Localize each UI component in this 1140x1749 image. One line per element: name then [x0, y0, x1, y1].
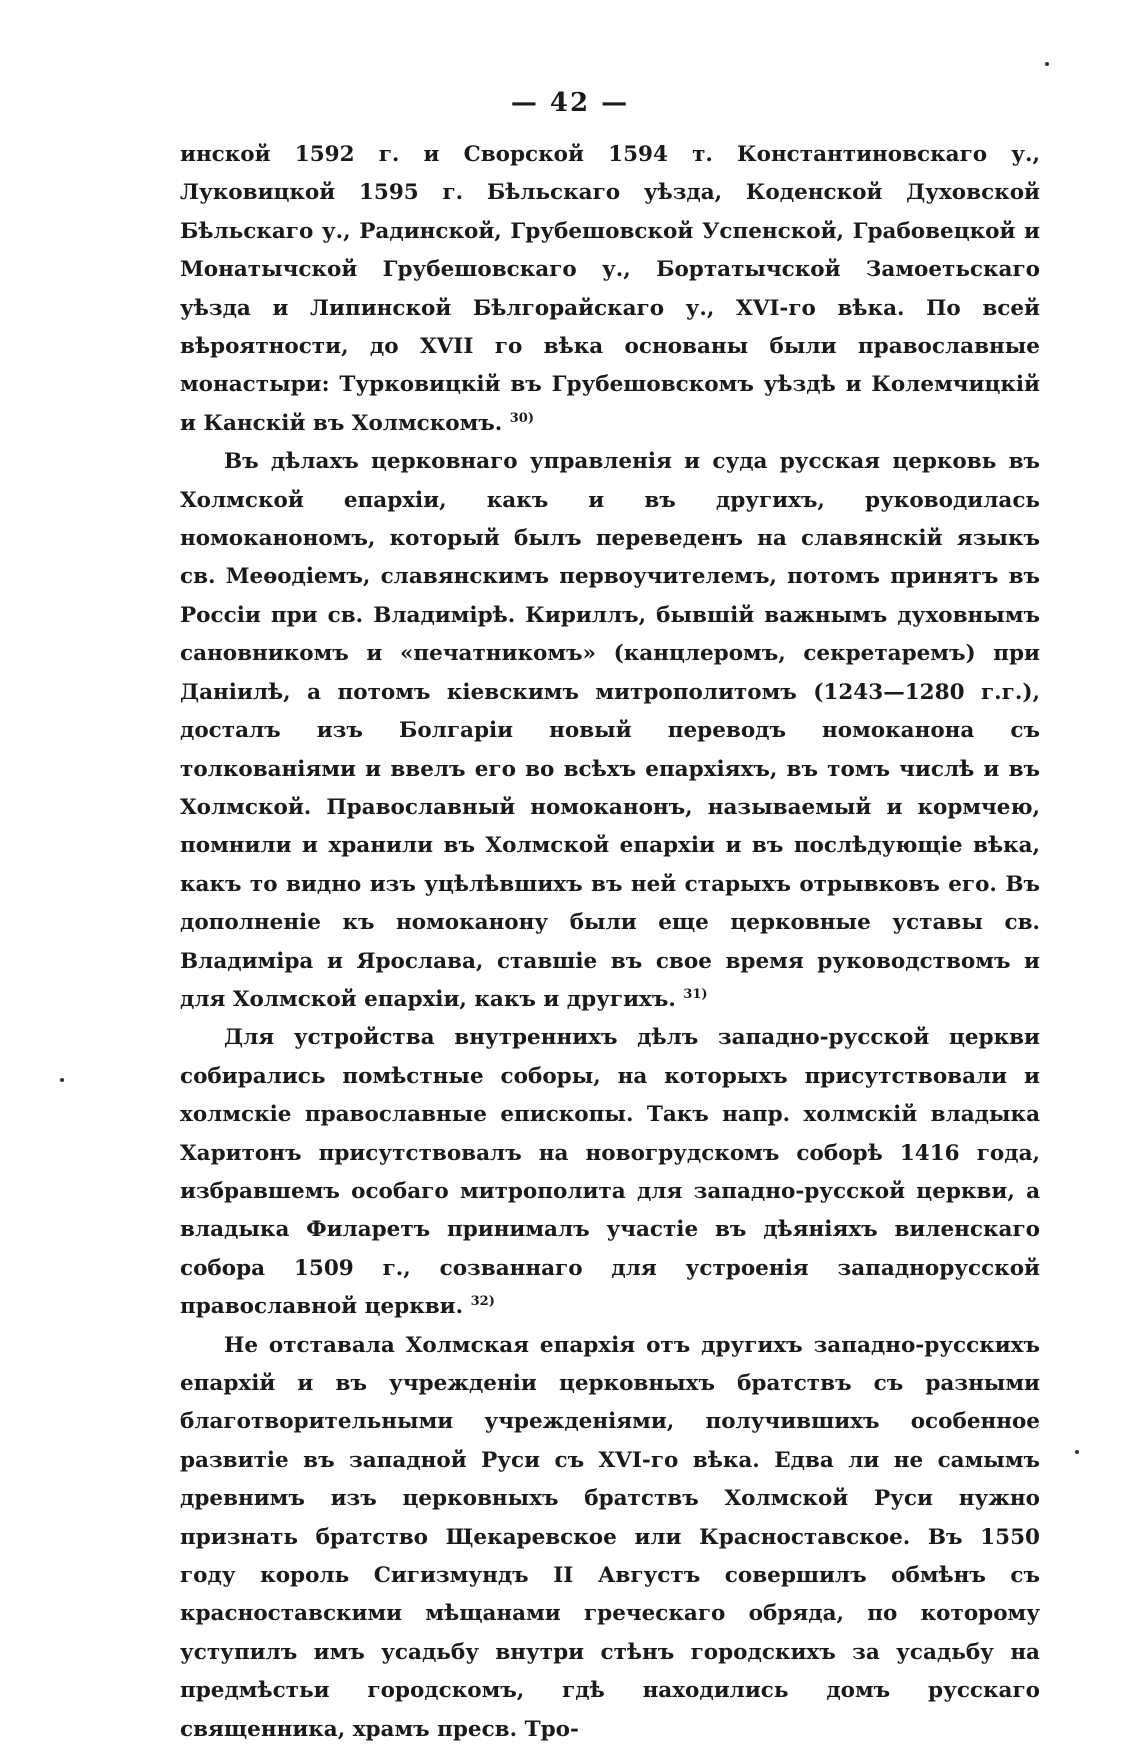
paragraph	[180, 136, 1040, 443]
paragraph	[180, 1327, 1040, 1749]
paragraph-text: инской 1592 г. и Сворской 1594 т. Константиновскаго у., Луковицкой 1595 г. Бѣльскаго уѣзда, Коденской Духовской Бѣльскаго у., Радинской, Грубешовской Успенской, Грабовецкой и Монатычской Грубешовскаго у., Бортатычской Замоетьскаго уѣзда и Липинской Бѣлгорайскаго у., XVI-го вѣка. По всей вѣроятности, до XVII го вѣка основаны были православные монастыри: Турковицкій въ Грубешовскомъ уѣздѣ и Колемчицкій и Канскій въ Холмскомъ.	[180, 142, 1040, 436]
scan-speck	[1075, 1450, 1079, 1454]
paragraph	[180, 443, 1040, 1019]
footnote-marker: 31)	[683, 986, 708, 1002]
paragraph-text: Для устройства внутреннихъ дѣлъ западно-русской церкви собирались помѣстные соборы, на которыхъ присутствовали и холмскіе православные епископы. Такъ напр. холмскій владыка Харитонъ присутствовалъ на новогрудскомъ соборѣ 1416 года, избравшемъ особаго митрополита для западно-русской церкви, а владыка Филаретъ принималъ участіе въ дѣяніяхъ виленскаго собора 1509 г., созваннаго для устроенія западнорусской православной церкви.	[180, 1025, 1040, 1320]
paragraph-text: Не отставала Холмская епархія отъ другихъ западно-русскихъ епархій и въ учрежденіи церковныхъ братствъ съ разными благотворительными учрежденіями, получившихъ особенное развитіе въ западной Руси съ XVI-го вѣка. Едва ли не самымъ древнимъ изъ церковныхъ братствъ Холмской Руси нужно признать братство Щекаревское или Красноставское. Въ 1550 году король Сигизмундъ II Августъ совершилъ обмѣнъ съ красноставскими мѣщанами греческаго обряда, по которому уступилъ имъ усадьбу внутри стѣнъ городскихъ за усадьбу на предмѣстьи городскомъ, гдѣ находились домъ русскаго священника, храмъ пресв. Тро-	[180, 1332, 1040, 1742]
footnote-marker: 32)	[470, 1294, 495, 1310]
paragraph	[180, 1019, 1040, 1326]
paragraph-text: Въ дѣлахъ церковнаго управленія и суда русская церковь въ Холмской епархіи, какъ и въ другихъ, руководилась номоканономъ, который былъ переведенъ на славянскій языкъ св. Меѳодіемъ, славянскимъ первоучителемъ, потомъ принятъ въ Россіи при св. Владимірѣ. Кириллъ, бывшій важнымъ духовнымъ сановникомъ и «печатникомъ» (канцлеромъ, секретаремъ) при Даніилѣ, а потомъ кіевскимъ митрополитомъ (1243—1280 г.г.), досталъ изъ Болгаріи новый переводъ номоканона съ толкованіями и ввелъ его во всѣхъ епархіяхъ, въ томъ числѣ и въ Холмской. Православный номоканонъ, называемый и кормчею, помнили и хранили въ Холмской епархіи и въ послѣдующіе вѣка, какъ то видно изъ уцѣлѣвшихъ въ ней старыхъ отрывковъ его. Въ дополненіе къ номоканону были еще церковные уставы св. Владиміра и Ярослава, ставшіе въ свое время руководствомъ и для Холмской епархіи, какъ и другихъ.	[180, 449, 1040, 1012]
scan-speck	[1045, 62, 1049, 66]
scan-speck	[60, 1078, 64, 1082]
main-text	[180, 136, 1040, 1749]
page-number: — 42 —	[510, 88, 630, 118]
footnote-marker: 30)	[509, 410, 535, 426]
